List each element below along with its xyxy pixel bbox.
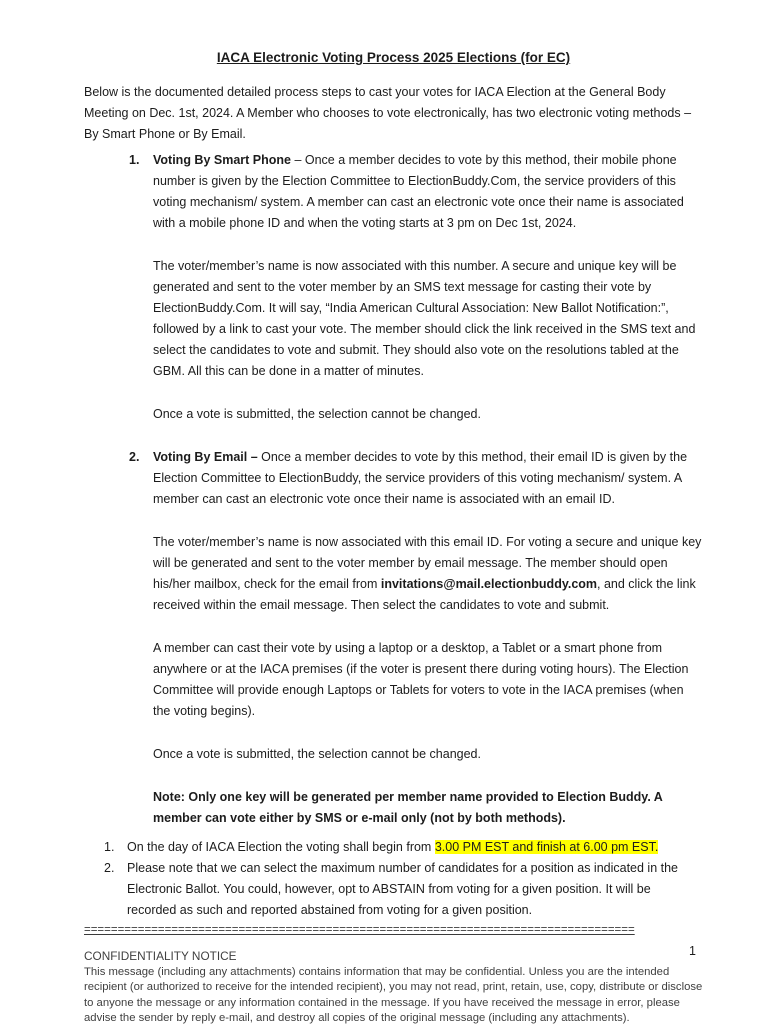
paragraph: Please note that we can select the maximum number of candidates for a position as indicated in the Electronic Ballot. You could, however, opt to ABSTAIN from voting for a given position. It will be recorded as such and reported abstained from voting for a given position. <box>127 861 679 917</box>
paragraph <box>153 532 703 616</box>
list-item-voting-by-smart-phone <box>84 150 703 425</box>
page-title: IACA Electronic Voting Process 2025 Elections (for EC) <box>216 50 571 65</box>
list-number: 2. <box>104 861 115 875</box>
confidentiality-notice <box>84 949 703 1026</box>
list-item-voting-by-email <box>84 447 703 829</box>
list-number: 2. <box>129 450 140 464</box>
paragraph <box>153 150 703 234</box>
paragraph: Once a vote is submitted, the selection cannot be changed. <box>153 407 481 421</box>
intro-paragraph: Below is the documented detailed process steps to cast your votes for IACA Election at the General Body Meeting on Dec. 1st, 2024. A Member who chooses to vote electronically, has two electronic voting methods – By Smart Phone or By Email. <box>84 85 692 141</box>
list-item-voting-hours <box>84 837 703 858</box>
confidentiality-body: This message (including any attachments) contains information that may be confidential. Unless you are the intended recipient (or authorized to receive for the intended recipient), you may not read, print, retain, use, copy, distribute or disclose to anyone the message or any information contained in the message. If you have received the message in error, please advise the sender by reply e-mail, and destroy all copies of the original message (including any attachments). <box>84 966 703 1024</box>
bold-lead-text: Voting By Smart Phone <box>153 153 291 167</box>
list-number: 1. <box>129 153 140 167</box>
paragraph-text: , and click the link received within the email message. Then select the candidates to vote and submit. <box>153 577 696 612</box>
email-address-text: invitations@mail.electionbuddy.com <box>380 577 598 591</box>
note-paragraph: Note: Only one key will be generated per member name provided to Election Buddy. A member can vote either by SMS or e-mail only (not by both methods). <box>153 790 663 825</box>
paragraph <box>127 837 703 858</box>
highlighted-text: 3.00 PM EST and finish at 6.00 pm EST. <box>434 840 659 854</box>
paragraph-text: – Once a member decides to vote by this method, their mobile phone number is given by the Election Committee to ElectionBuddy.Com, the service providers of this voting mechanism/ system. A member can cast an electronic vote once their name is associated with a mobile phone ID and when the voting starts at 3 pm on Dec 1st, 2024. <box>153 153 684 230</box>
paragraph-text: Once a member decides to vote by this method, their email ID is given by the Election Committee to ElectionBuddy, the service providers of this voting mechanism/ system. A member can cast an electronic vote once their name is associated with an email ID. <box>153 450 688 506</box>
list-item-abstain-rule <box>84 858 703 921</box>
election-day-rules-list <box>84 837 703 921</box>
separator-line: ================================================================================== <box>84 924 635 936</box>
paragraph <box>153 447 703 510</box>
list-item-content <box>127 858 703 921</box>
paragraph: A member can cast their vote by using a laptop or a desktop, a Tablet or a smart phone from anywhere or at the IACA premises (if the voter is present there during voting hours). The Election Committee will provide enough Laptops or Tablets for voters to vote in the IACA premises (when the voting begins). <box>153 641 689 718</box>
confidentiality-heading: CONFIDENTIALITY NOTICE <box>84 949 237 963</box>
list-item-content <box>153 447 703 829</box>
paragraph-text: On the day of IACA Election the voting shall begin from <box>127 840 435 854</box>
list-item-content <box>127 837 703 858</box>
paragraph: Once a vote is submitted, the selection cannot be changed. <box>153 747 481 761</box>
voting-methods-list <box>84 150 703 829</box>
paragraph: The voter/member’s name is now associated with this number. A secure and unique key will be generated and sent to the voter member by an SMS text message for casting their vote by ElectionBuddy.Com. It will say, “India American Cultural Association: New Ballot Notification:”, followed by a link to cast your vote. The member should click the link received in the SMS text and select the candidates to vote and submit. They should also vote on the resolutions tabled at the GBM. All this can be done in a matter of minutes. <box>153 259 696 378</box>
paragraph-text: The voter/member’s name is now associated with this email ID. For voting a secure and unique key will be generated and sent to the voter member by email message. The member should open his/her mailbox, check for the email from <box>153 535 702 591</box>
list-number: 1. <box>104 840 115 854</box>
page-number: 1 <box>689 944 696 958</box>
list-item-content <box>153 150 703 425</box>
bold-lead-text: Voting By Email – <box>153 450 258 464</box>
